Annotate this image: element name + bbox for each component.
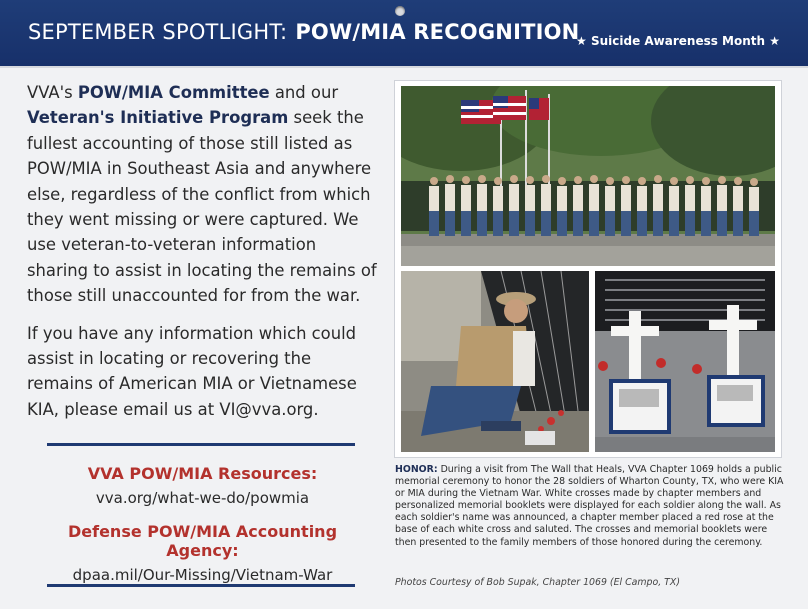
resource-heading: Defense POW/MIA Accounting Agency: <box>67 522 338 560</box>
page-header <box>0 0 808 68</box>
photo-credit: Photos Courtesy of Bob Supak, Chapter 1069 (El Campo, TX) <box>395 577 680 588</box>
resource-heading: VVA POW/MIA Resources: <box>87 464 318 483</box>
resource-link[interactable]: dpaa.mil/Our-Missing/Vietnam-War <box>72 566 333 584</box>
program-name: Veteran's Initiative Program <box>27 108 289 128</box>
intro-text-run: seek the fullest accounting of those still listed as POW/MIA in Southeast Asia and anywhere else, regardless of the conflict from which they went missing or were captured. We use veteran-to-veteran information sharing to assist in locating the remains of those still unaccounted for from the war. <box>27 108 377 306</box>
resource-block-vva <box>30 464 375 507</box>
awareness-note: ★ Suicide Awareness Month ★ <box>576 34 780 48</box>
page-title <box>28 20 579 44</box>
intro-paragraph-1 <box>27 80 379 309</box>
photo-collage <box>394 80 782 458</box>
photo-caption <box>395 464 787 549</box>
intro-text-run: VVA's <box>27 83 78 102</box>
title-main: POW/MIA RECOGNITION <box>295 20 580 44</box>
title-prefix: SEPTEMBER SPOTLIGHT: <box>28 20 288 44</box>
intro-text <box>27 80 379 434</box>
resource-link[interactable]: vva.org/what-we-do/powmia <box>95 489 310 507</box>
divider-top <box>47 443 355 446</box>
binder-hole <box>395 6 405 16</box>
photo-honor-guard <box>401 86 775 266</box>
resource-block-dpaa <box>30 522 375 584</box>
divider-bottom <box>47 584 355 587</box>
intro-text-run: and our <box>269 83 339 102</box>
caption-label: HONOR: <box>395 464 438 475</box>
photo-white-crosses <box>595 271 775 452</box>
caption-text: During a visit from The Wall that Heals, VVA Chapter 1069 holds a public memorial ceremony to honor the 28 soldiers of Wharton County, TX, who were KIA or MIA during the Vietnam War. White crosses made by chapter members and personalized memorial booklets were displayed for each soldier along the wall. As each soldier's name was announced, a chapter member placed a red rose at the base of each white cross and saluted. The crosses and memorial booklets were then presented to the family members of those honored during the ceremony. <box>395 464 784 548</box>
photo-kneeling-veteran <box>401 271 589 452</box>
intro-paragraph-2: If you have any information which could assist in locating or recovering the remains of American MIA or Vietnamese KIA, please email us at VI@vva.org. <box>27 323 357 419</box>
committee-name: POW/MIA Committee <box>77 83 270 102</box>
